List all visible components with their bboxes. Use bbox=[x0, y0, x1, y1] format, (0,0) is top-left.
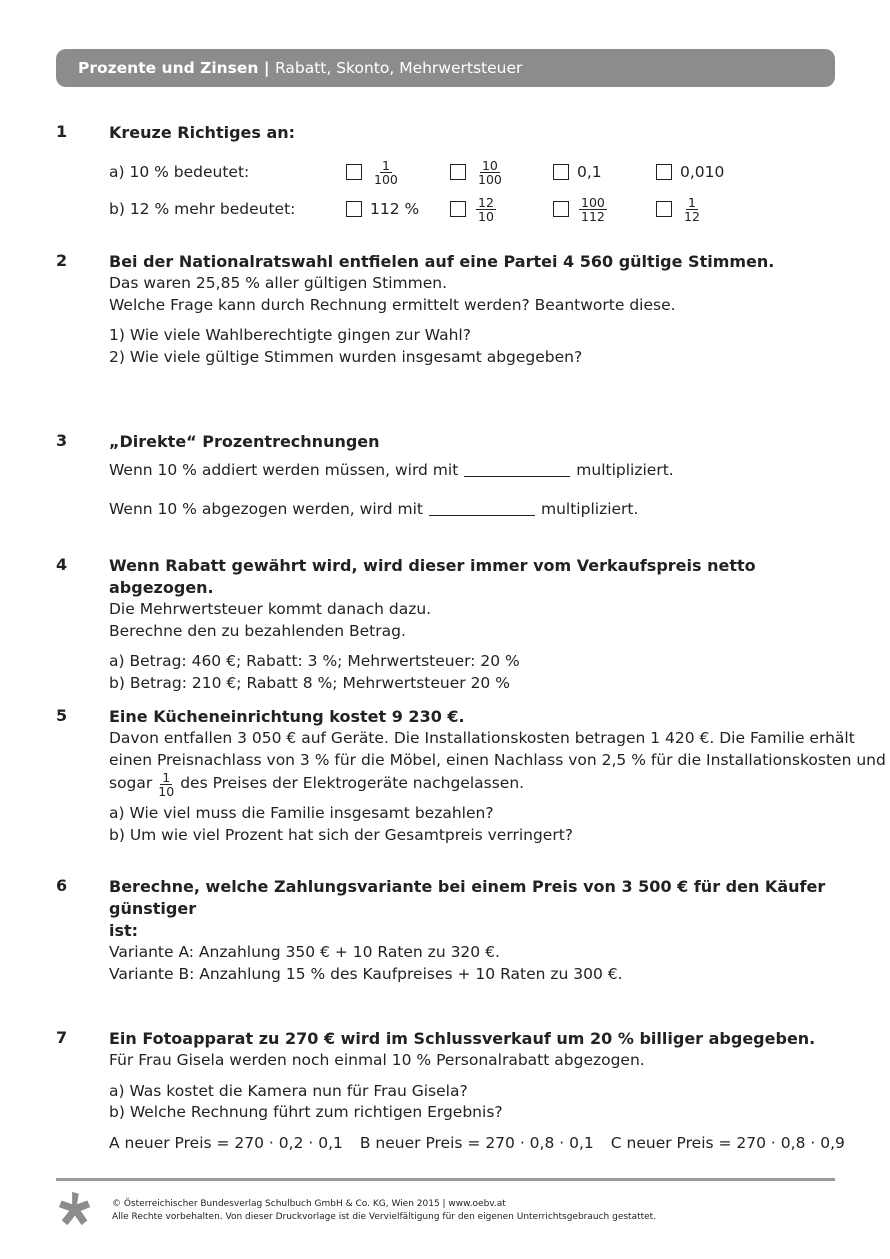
option-1a-2[interactable] bbox=[450, 155, 506, 189]
answer-options bbox=[109, 1133, 844, 1155]
denominator: 100 bbox=[478, 171, 502, 187]
task-number: 7 bbox=[56, 1028, 68, 1047]
task-title: Berechne, welche Zahlungsvariante bei einem Preis von 3 500 € für den Käufer günstiger bbox=[109, 877, 826, 918]
task-1a-label: a) 10 % bedeutet: bbox=[109, 163, 250, 181]
task-title: Ein Fotoapparat zu 270 € wird im Schlussverkauf um 20 % billiger abgegeben. bbox=[109, 1029, 816, 1048]
task-body bbox=[109, 251, 844, 368]
denominator: 112 bbox=[581, 208, 605, 224]
denominator: 12 bbox=[684, 208, 700, 224]
option-1a-4[interactable] bbox=[656, 155, 724, 189]
answer-blank[interactable] bbox=[429, 515, 535, 516]
task-1a-row bbox=[109, 155, 809, 189]
task-title: Bei der Nationalratswahl entfielen auf eine Partei 4 560 gültige Stimmen. bbox=[109, 252, 775, 271]
numerator: 10 bbox=[481, 157, 498, 173]
footer-divider bbox=[56, 1178, 835, 1181]
subtask-a: a) Betrag: 460 €; Rabatt: 3 %; Mehrwertsteuer: 20 % bbox=[109, 652, 520, 670]
checkbox[interactable] bbox=[346, 201, 362, 217]
option-1a-3[interactable] bbox=[553, 155, 602, 189]
option-b: B neuer Preis = 270 · 0,8 · 0,1 bbox=[359, 1133, 594, 1152]
numerator: 1 bbox=[381, 157, 390, 173]
option-text: 112 % bbox=[370, 200, 420, 218]
fill-text: Wenn 10 % addiert werden müssen, wird mit bbox=[109, 461, 459, 479]
variant-a: Variante A: Anzahlung 350 € + 10 Raten zu 320 €. bbox=[109, 943, 500, 961]
fraction bbox=[476, 159, 504, 186]
option-a: A neuer Preis = 270 · 0,2 · 0,1 bbox=[109, 1133, 343, 1152]
checkbox[interactable] bbox=[450, 164, 466, 180]
fraction bbox=[476, 196, 496, 223]
subtask-a: a) Was kostet die Kamera nun für Frau Gisela? bbox=[109, 1081, 468, 1100]
denominator: 10 bbox=[158, 783, 175, 799]
answer-blank[interactable] bbox=[464, 476, 570, 477]
checkbox[interactable] bbox=[553, 201, 569, 217]
fill-text: multipliziert. bbox=[576, 461, 674, 479]
subtask-b: b) Welche Rechnung führt zum richtigen Ergebnis? bbox=[109, 1103, 503, 1121]
task-number: 3 bbox=[56, 431, 68, 450]
task-number: 2 bbox=[56, 251, 68, 270]
checkbox[interactable] bbox=[656, 164, 672, 180]
task-text: Für Frau Gisela werden noch einmal 10 % Personalrabatt abgezogen. bbox=[109, 1051, 645, 1069]
task-text: einen Preisnachlass von 3 % für die Möbel, einen Nachlass von 2,5 % für die Installationskosten und bbox=[109, 750, 886, 769]
option-1b-1[interactable] bbox=[346, 192, 419, 226]
subtask-a: a) Wie viel muss die Familie insgesamt bezahlen? bbox=[109, 804, 494, 822]
denominator: 100 bbox=[374, 171, 398, 187]
task-body bbox=[109, 431, 844, 520]
fill-text: sogar bbox=[109, 774, 153, 793]
task-title: Kreuze Richtiges an: bbox=[109, 123, 296, 142]
numerator: 1 bbox=[687, 194, 696, 210]
task-text-fraction-line bbox=[109, 771, 844, 797]
header-separator: | bbox=[258, 59, 275, 77]
fraction bbox=[579, 196, 607, 223]
task-number: 5 bbox=[56, 706, 68, 725]
task-number: 4 bbox=[56, 555, 68, 574]
task-body bbox=[109, 876, 844, 985]
task-title: „Direkte“ Prozentrechnungen bbox=[109, 432, 380, 451]
task-1b-label: b) 12 % mehr bedeutet: bbox=[109, 200, 296, 218]
fill-line-1 bbox=[109, 460, 844, 482]
option-c: C neuer Preis = 270 · 0,8 · 0,9 bbox=[610, 1133, 845, 1152]
task-body bbox=[109, 706, 886, 846]
task-1 bbox=[56, 122, 846, 232]
option-1b-2[interactable] bbox=[450, 192, 498, 226]
footer-text bbox=[112, 1198, 656, 1224]
task-text: Welche Frage kann durch Rechnung ermittelt werden? Beantworte diese. bbox=[109, 295, 676, 314]
fill-text: multipliziert. bbox=[541, 499, 639, 518]
fraction bbox=[682, 196, 702, 223]
header-topic: Prozente und Zinsen bbox=[78, 59, 259, 77]
checkbox[interactable] bbox=[553, 164, 569, 180]
task-title: Eine Kücheneinrichtung kostet 9 230 €. bbox=[109, 707, 465, 726]
task-title: ist: bbox=[109, 921, 139, 940]
fill-line-2 bbox=[109, 499, 844, 521]
task-number: 6 bbox=[56, 876, 68, 895]
question-2: 2) Wie viele gültige Stimmen wurden insgesamt abgegeben? bbox=[109, 347, 583, 366]
subtask-b: b) Um wie viel Prozent hat sich der Gesamtpreis verringert? bbox=[109, 825, 574, 844]
task-body bbox=[109, 1028, 844, 1154]
fill-text: Wenn 10 % abgezogen werden, wird mit bbox=[109, 499, 423, 518]
option-text: 0,1 bbox=[577, 163, 602, 181]
task-text: Berechne den zu bezahlenden Betrag. bbox=[109, 621, 406, 640]
variant-b: Variante B: Anzahlung 15 % des Kaufpreises + 10 Raten zu 300 €. bbox=[109, 964, 623, 983]
task-text: Das waren 25,85 % aller gültigen Stimmen. bbox=[109, 274, 448, 292]
publisher-logo-icon bbox=[56, 1190, 94, 1228]
task-body bbox=[109, 122, 844, 144]
option-1b-4[interactable] bbox=[656, 192, 704, 226]
task-title: Wenn Rabatt gewährt wird, wird dieser immer vom Verkaufspreis netto abgezogen. bbox=[109, 556, 756, 597]
option-1b-3[interactable] bbox=[553, 192, 609, 226]
task-text: Die Mehrwertsteuer kommt danach dazu. bbox=[109, 600, 432, 618]
question-1: 1) Wie viele Wahlberechtigte gingen zur Wahl? bbox=[109, 326, 471, 344]
subtask-b: b) Betrag: 210 €; Rabatt 8 %; Mehrwertsteuer 20 % bbox=[109, 673, 510, 692]
numerator: 12 bbox=[478, 194, 494, 210]
fraction bbox=[372, 159, 400, 186]
task-text: Davon entfallen 3 050 € auf Geräte. Die Installationskosten betragen 1 420 €. Die Familie erhält bbox=[109, 729, 855, 747]
copyright: © Österreichischer Bundesverlag Schulbuch GmbH & Co. KG, Wien 2015 | www.oebv.at bbox=[112, 1199, 506, 1209]
fill-text: des Preises der Elektrogeräte nachgelassen. bbox=[180, 774, 525, 793]
checkbox[interactable] bbox=[656, 201, 672, 217]
task-1b-row bbox=[109, 192, 809, 226]
option-text: 0,010 bbox=[680, 163, 725, 181]
page-header bbox=[56, 49, 835, 87]
checkbox[interactable] bbox=[450, 201, 466, 217]
numerator: 100 bbox=[581, 194, 605, 210]
denominator: 10 bbox=[478, 208, 494, 224]
checkbox[interactable] bbox=[346, 164, 362, 180]
task-body bbox=[109, 555, 844, 694]
fraction bbox=[156, 771, 176, 798]
task-number: 1 bbox=[56, 122, 68, 141]
header-subtopic: Rabatt, Skonto, Mehrwertsteuer bbox=[274, 59, 523, 77]
rights-note: Alle Rechte vorbehalten. Von dieser Druckvorlage ist die Vervielfältigung für den eigenen Unterrichtsgebrauch gestattet. bbox=[112, 1212, 657, 1222]
numerator: 1 bbox=[162, 769, 171, 785]
option-1a-1[interactable] bbox=[346, 155, 402, 189]
